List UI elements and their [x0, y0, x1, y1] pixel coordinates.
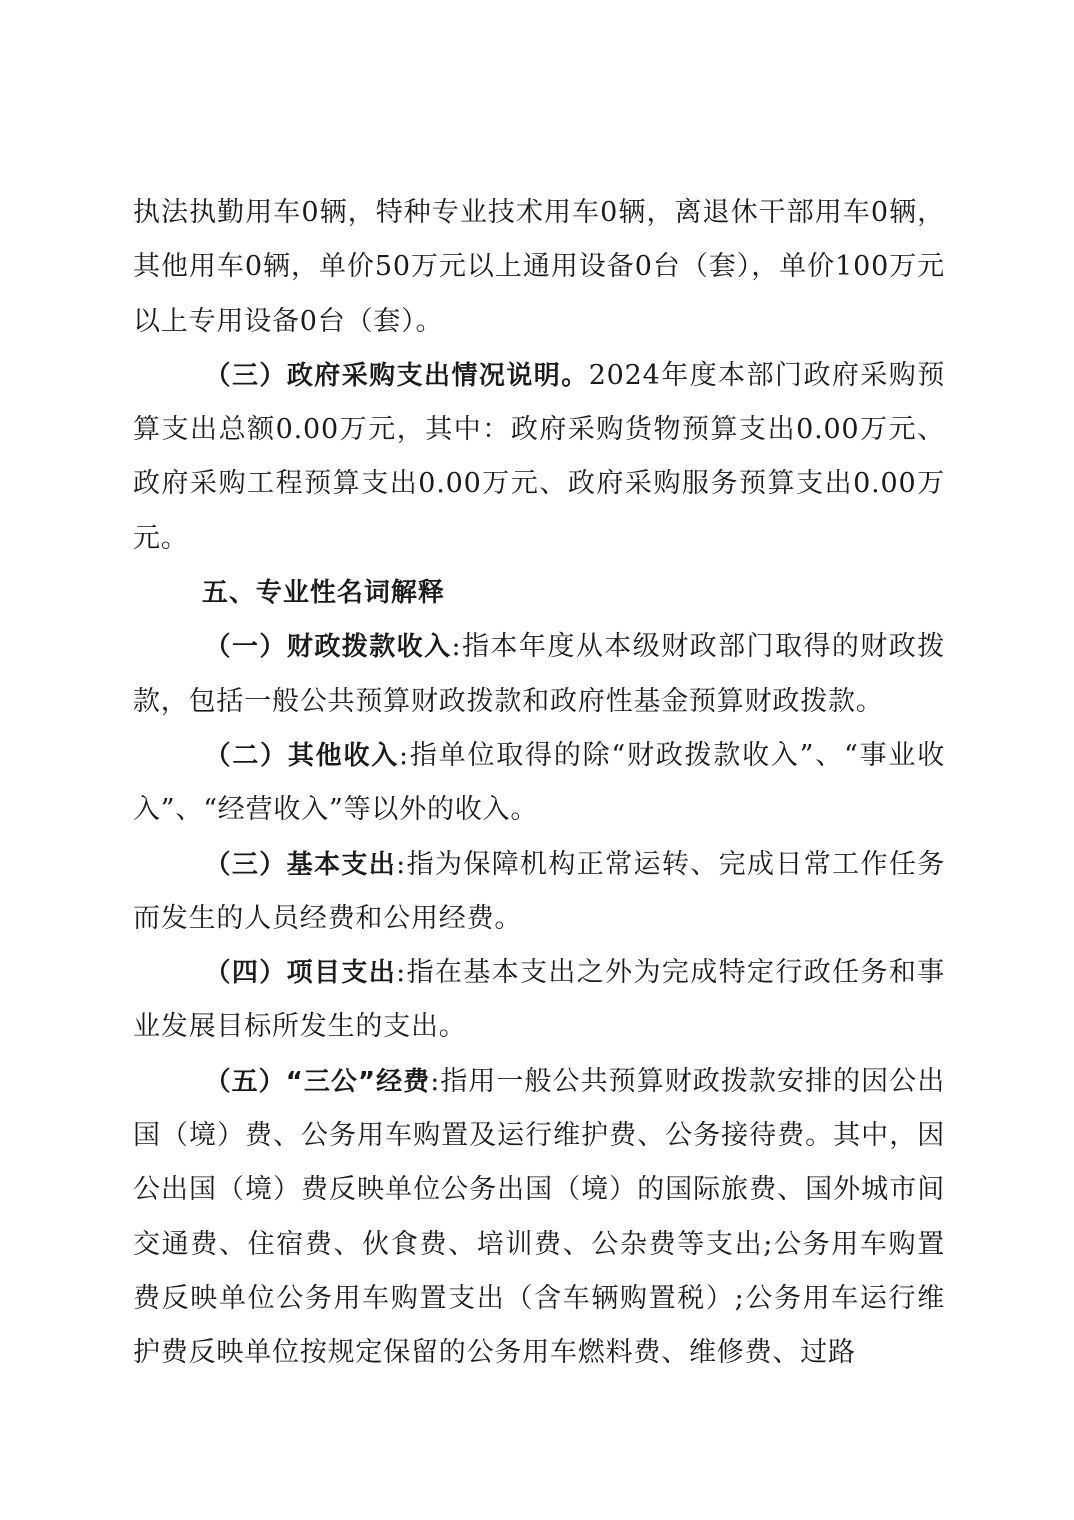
term-label: （二）其他收入 [204, 740, 400, 771]
term-definition: :指用一般公共预算财政拨款安排的因公出国（境）费、公务用车购置及运行维护费、公务接待费。其中，因公出国（境）费反映单位公务出国（境）的国际旅费、国外城市间交通费、住宿费、伙食费、培训费、公杂费等支出;公务用车购置费反映单位公务用车购置支出（含车辆购置税）;公务用车运行维护费反映单位按规定保留的公务用车燃料费、维修费、过路 [133, 1065, 945, 1369]
term-project-expenditure [133, 946, 945, 1055]
term-definition: :指为保障机构正常运转、完成日常工作任务而发生的人员经费和公用经费。 [133, 848, 945, 934]
procurement-label: （三）政府采购支出情况说明。 [204, 360, 589, 391]
term-definition: :指本年度从本级财政部门取得的财政拨款，包括一般公共预算财政拨款和政府性基金预算财政拨款。 [133, 631, 945, 717]
term-definition: :指在基本支出之外为完成特定行政任务和事业发展目标所发生的支出。 [133, 957, 945, 1043]
term-label: （三）基本支出 [204, 849, 397, 880]
term-label: （五）“三公”经费 [204, 1066, 431, 1097]
term-label: （一）财政拨款收入 [204, 632, 452, 663]
term-basic-expenditure [133, 838, 945, 947]
section-heading-terms: 五、专业性名词解释 [201, 578, 445, 609]
term-definition: :指单位取得的除“财政拨款收入”、“事业收入”、“经营收入”等以外的收入。 [133, 739, 945, 826]
document-body [133, 186, 945, 1381]
term-three-public-expenses [133, 1055, 945, 1381]
procurement-text: 2024年度本部门政府采购预算支出总额0.00万元，其中：政府采购货物预算支出0.00万元、政府采购工程预算支出0.00万元、政府采购服务预算支出0.00万元。 [133, 359, 946, 554]
paragraph-procurement [133, 349, 945, 566]
term-other-income [133, 729, 945, 838]
term-fiscal-appropriation [133, 620, 945, 729]
paragraph-vehicle-equipment: 执法执勤用车0辆，特种专业技术用车0辆，离退休干部用车0辆，其他用车0辆，单价50万元以上通用设备0台（套），单价100万元以上专用设备0台（套）。 [133, 197, 945, 337]
term-label: （四）项目支出 [204, 958, 397, 989]
